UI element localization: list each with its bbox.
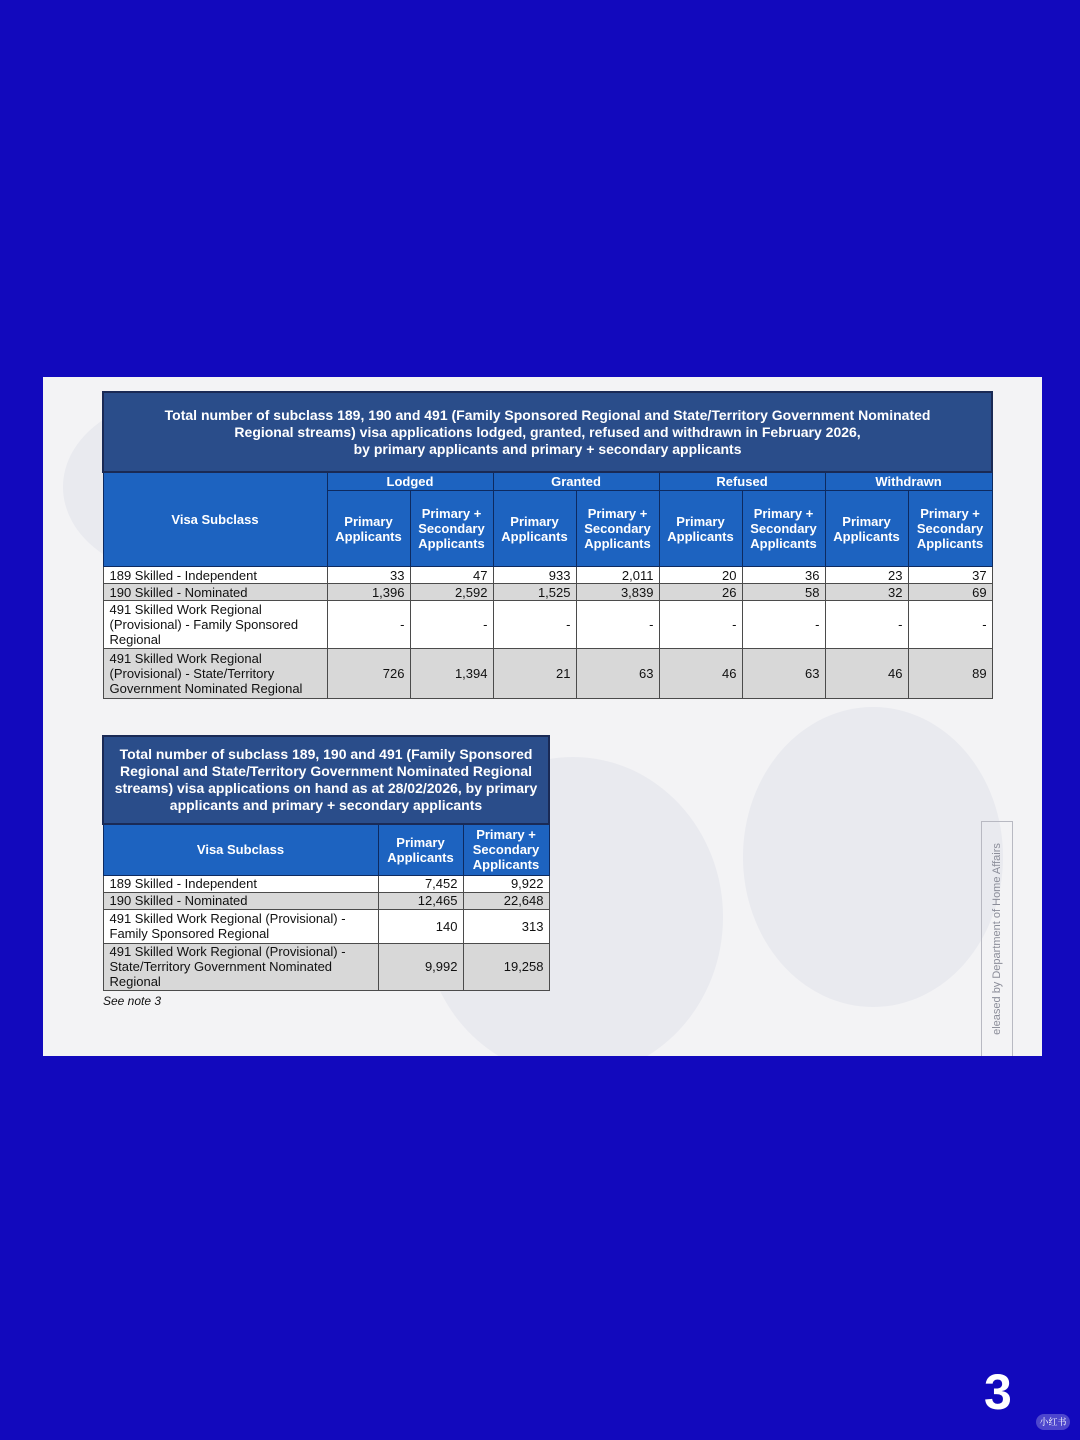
group-withdrawn: Withdrawn <box>825 472 992 491</box>
cell: 33 <box>327 567 410 584</box>
cell: - <box>742 601 825 649</box>
cell: - <box>576 601 659 649</box>
cell: 23 <box>825 567 908 584</box>
cell: 63 <box>576 649 659 699</box>
cell: 22,648 <box>463 892 549 909</box>
cell: 1,525 <box>493 584 576 601</box>
cell: 12,465 <box>378 892 463 909</box>
col-primary-secondary: Primary + Secondary Applicants <box>908 491 992 567</box>
row-label: 491 Skilled Work Regional (Provisional) - State/Territory Government Nominated Regional <box>103 649 327 699</box>
released-by-label: eleased by Department of Home Affairs <box>981 821 1013 1056</box>
visa-subclass-header: Visa Subclass <box>103 824 378 875</box>
table-row <box>103 584 992 601</box>
watermark-face <box>743 707 1003 1007</box>
col-primary: Primary Applicants <box>327 491 410 567</box>
cell: 26 <box>659 584 742 601</box>
table-row <box>103 892 549 909</box>
cell: 69 <box>908 584 992 601</box>
row-label: 491 Skilled Work Regional (Provisional) - Family Sponsored Regional <box>103 601 327 649</box>
col-primary-secondary: Primary + Secondary Applicants <box>463 824 549 875</box>
cell: 140 <box>378 909 463 943</box>
table-title: Total number of subclass 189, 190 and 491 (Family Sponsored Regional and State/Territory Government Nominated Regional streams) visa applications lodged, granted, refused and withdrawn in February 2026, by primary applicants and primary + secondary applicants <box>103 392 992 472</box>
cell: 7,452 <box>378 875 463 892</box>
row-label: 491 Skilled Work Regional (Provisional) - Family Sponsored Regional <box>103 909 378 943</box>
table-row <box>103 943 549 990</box>
cell: - <box>327 601 410 649</box>
watermark-badge: 小红书 <box>1036 1414 1070 1430</box>
col-primary-secondary: Primary + Secondary Applicants <box>576 491 659 567</box>
table-row <box>103 601 992 649</box>
cell: - <box>659 601 742 649</box>
table-title: Total number of subclass 189, 190 and 491 (Family Sponsored Regional and State/Territory Government Nominated Regional streams) visa applications on hand as at 28/02/2026, by primary applicants and primary + secondary applicants <box>103 736 549 824</box>
cell: 47 <box>410 567 493 584</box>
cell: 2,011 <box>576 567 659 584</box>
row-label: 190 Skilled - Nominated <box>103 892 378 909</box>
table-row <box>103 567 992 584</box>
cell: 2,592 <box>410 584 493 601</box>
applications-on-hand-table <box>102 735 550 991</box>
cell: 20 <box>659 567 742 584</box>
table-row <box>103 649 992 699</box>
cell: 58 <box>742 584 825 601</box>
cell: 37 <box>908 567 992 584</box>
col-primary: Primary Applicants <box>825 491 908 567</box>
group-lodged: Lodged <box>327 472 493 491</box>
row-label: 491 Skilled Work Regional (Provisional) - State/Territory Government Nominated Regional <box>103 943 378 990</box>
cell: - <box>825 601 908 649</box>
cell: 21 <box>493 649 576 699</box>
group-refused: Refused <box>659 472 825 491</box>
cell: 89 <box>908 649 992 699</box>
row-label: 189 Skilled - Independent <box>103 875 378 892</box>
page-number: 3 <box>984 1364 1012 1420</box>
cell: 63 <box>742 649 825 699</box>
cell: 313 <box>463 909 549 943</box>
row-label: 190 Skilled - Nominated <box>103 584 327 601</box>
cell: 3,839 <box>576 584 659 601</box>
cell: 1,396 <box>327 584 410 601</box>
cell: 19,258 <box>463 943 549 990</box>
cell: 36 <box>742 567 825 584</box>
col-primary: Primary Applicants <box>493 491 576 567</box>
table-note: See note 3 <box>103 994 162 1008</box>
table-row <box>103 909 549 943</box>
cell: 46 <box>825 649 908 699</box>
cell: 1,394 <box>410 649 493 699</box>
col-primary-secondary: Primary + Secondary Applicants <box>410 491 493 567</box>
visa-subclass-header: Visa Subclass <box>103 472 327 567</box>
col-primary: Primary Applicants <box>378 824 463 875</box>
table-row <box>103 875 549 892</box>
cell: - <box>493 601 576 649</box>
cell: 46 <box>659 649 742 699</box>
cell: 32 <box>825 584 908 601</box>
cell: 933 <box>493 567 576 584</box>
group-granted: Granted <box>493 472 659 491</box>
document-sheet <box>43 377 1042 1056</box>
cell: 9,922 <box>463 875 549 892</box>
row-label: 189 Skilled - Independent <box>103 567 327 584</box>
cell: 9,992 <box>378 943 463 990</box>
cell: - <box>908 601 992 649</box>
cell: - <box>410 601 493 649</box>
col-primary-secondary: Primary + Secondary Applicants <box>742 491 825 567</box>
cell: 726 <box>327 649 410 699</box>
col-primary: Primary Applicants <box>659 491 742 567</box>
applications-february-table <box>102 391 993 699</box>
